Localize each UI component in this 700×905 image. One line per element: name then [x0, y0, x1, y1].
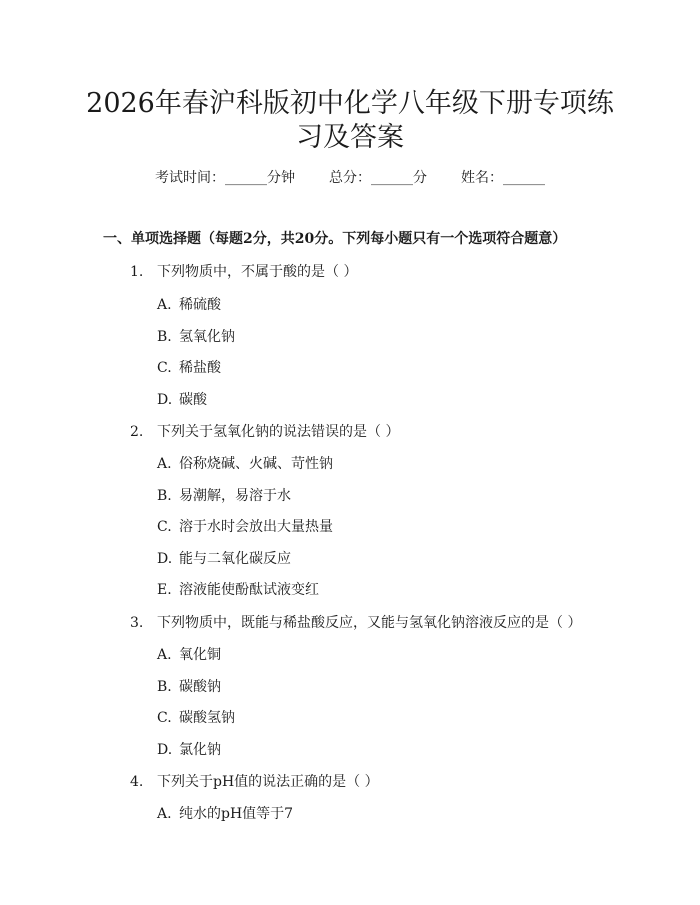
option-letter: A. — [157, 297, 172, 313]
question-text: 下列关于pH值的说法正确的是（ ） — [157, 774, 379, 790]
option-letter: C. — [157, 710, 172, 726]
option-text: 能与二氧化碳反应 — [179, 551, 291, 567]
option-letter: C. — [157, 519, 172, 535]
option-text: 溶于水时会放出大量热量 — [179, 519, 333, 535]
option-letter: E. — [157, 582, 172, 598]
question-text: 下列关于氢氧化钠的说法错误的是（ ） — [157, 424, 400, 440]
exam-time-field: 考试时间：______分钟 — [155, 170, 295, 186]
option-letter: A. — [157, 456, 172, 472]
question-number: 3. — [130, 615, 144, 631]
option-text: 氧化铜 — [179, 647, 221, 663]
exam-info-row — [0, 168, 700, 188]
question-number: 4. — [130, 774, 144, 790]
option-text: 碳酸 — [179, 392, 207, 408]
document-title-line-2: 习及答案 — [296, 122, 404, 153]
option-letter: D. — [157, 742, 173, 758]
option-text: 氢氧化钠 — [179, 329, 235, 345]
option-letter: D. — [157, 392, 173, 408]
option-letter: A. — [157, 647, 172, 663]
section-heading-single-choice: 一、单项选择题（每题2分，共20分。下列每小题只有一个选项符合题意） — [103, 231, 567, 247]
option-text: 俗称烧碱、火碱、苛性钠 — [179, 456, 333, 472]
total-score-field: 总分：______分 — [329, 170, 427, 186]
option-text: 纯水的pH值等于7 — [179, 806, 294, 822]
option-letter: B. — [157, 488, 172, 504]
option-text: 碳酸氢钠 — [179, 710, 235, 726]
document-title-line-1: 2026年春沪科版初中化学八年级下册专项练 — [86, 88, 614, 119]
question-text: 下列物质中，不属于酸的是（ ） — [157, 264, 358, 280]
student-name-field: 姓名：______ — [461, 170, 545, 186]
question-text: 下列物质中，既能与稀盐酸反应，又能与氢氧化钠溶液反应的是（ ） — [157, 615, 582, 631]
option-text: 碳酸钠 — [179, 679, 221, 695]
option-letter: D. — [157, 551, 173, 567]
question-number: 2. — [130, 424, 144, 440]
option-letter: B. — [157, 679, 172, 695]
option-text: 氯化钠 — [179, 742, 221, 758]
option-text: 易潮解，易溶于水 — [179, 488, 291, 504]
question-number: 1. — [130, 264, 144, 280]
option-letter: B. — [157, 329, 172, 345]
option-letter: C. — [157, 360, 172, 376]
option-text: 稀盐酸 — [179, 360, 221, 376]
option-letter: A. — [157, 806, 172, 822]
option-text: 稀硫酸 — [179, 297, 221, 313]
option-text: 溶液能使酚酞试液变红 — [179, 582, 319, 598]
